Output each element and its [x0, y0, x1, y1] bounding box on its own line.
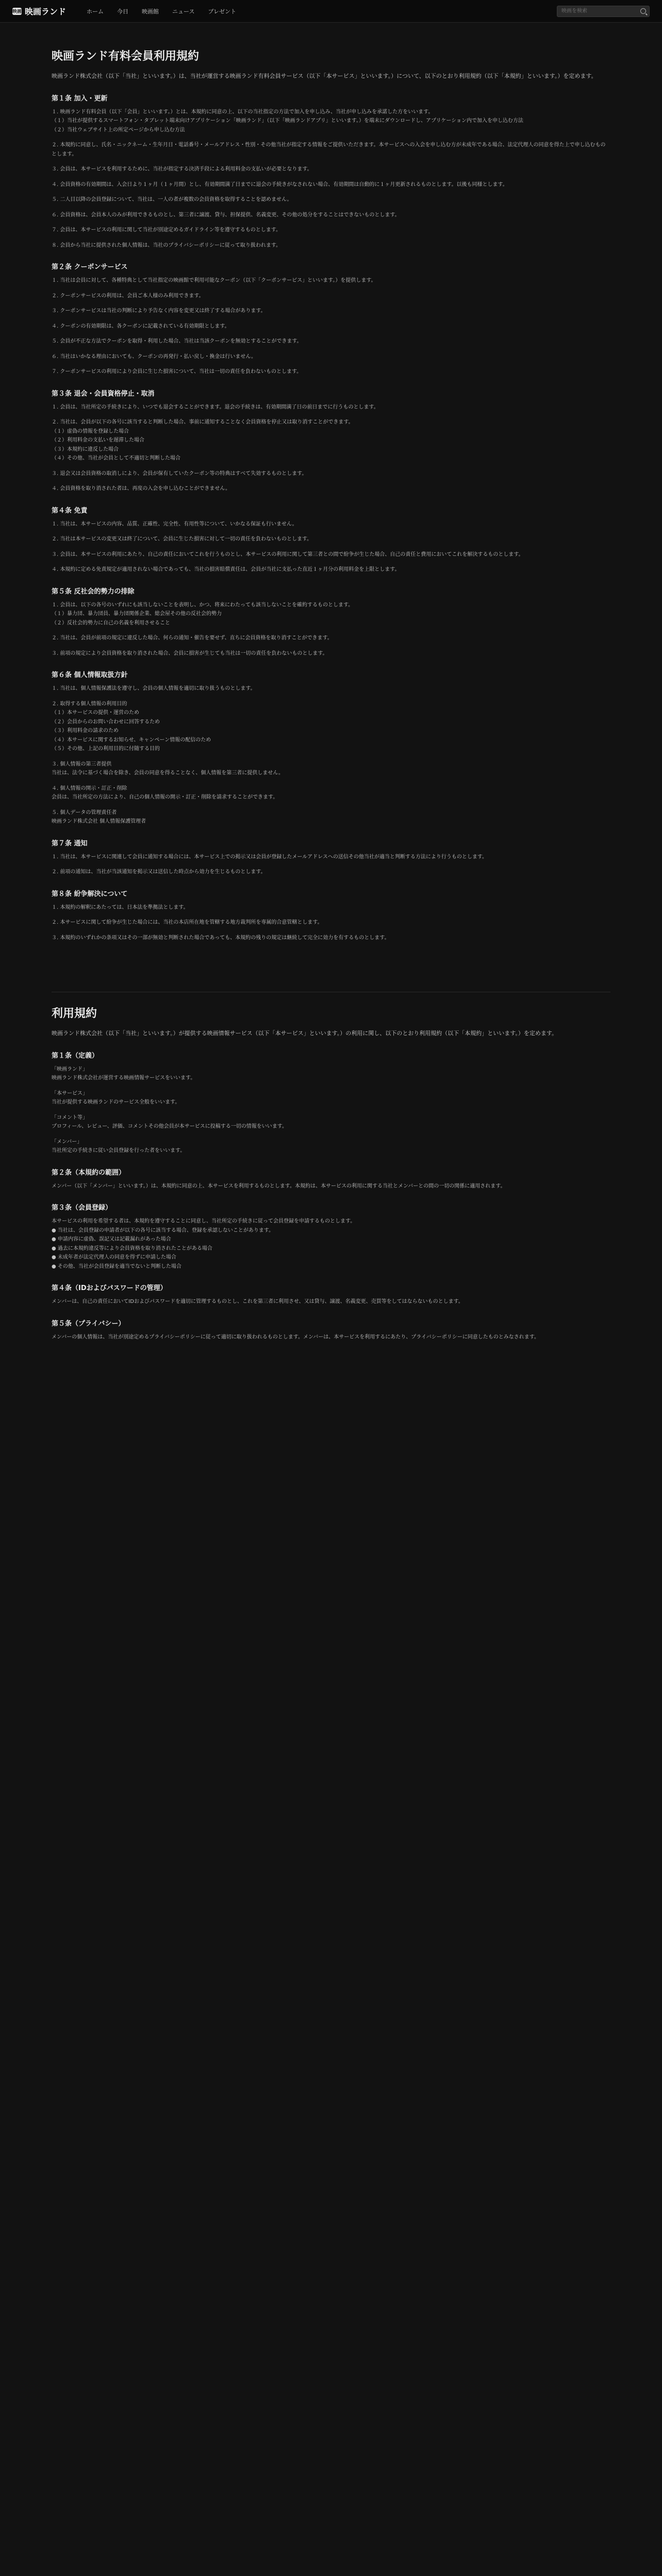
- section-paragraph: ２. 当社は本サービスの変更又は終了について、会員に生じた損害に対して一切の責任を負わないものとします。: [52, 536, 312, 543]
- section-paragraph: 「映画ランド」 映画ランド株式会社が運営する映画情報サービスをいいます。: [52, 1066, 196, 1081]
- section-paragraph: ３. クーポンサービスは当社の判断により予告なく内容を変更又は終了する場合があります。: [52, 308, 266, 314]
- section-paragraph: ６. 会員資格は、会員本人のみが利用できるものとし、第三者に譲渡、貸与、担保提供、名義変更、その他の処分をすることはできないものとします。: [52, 212, 400, 218]
- section-paragraph: 「コメント等」 プロフィール、レビュー、評価、コメントその他会員が本サービスに投稿する一切の情報をいいます。: [52, 1114, 287, 1130]
- section-paragraph: ２. 当社は、会員が前項の規定に違反した場合、何らの通知・催告を要せず、直ちに会員資格を取り消すことができます。: [52, 635, 333, 641]
- section-paragraph: ７. クーポンサービスの利用により会員に生じた損害について、当社は一切の責任を負わないものとします。: [52, 369, 302, 375]
- doc2-intro: 映画ランド株式会社（以下「当社」といいます。）が提供する映画情報サービス（以下「本サービス」といいます。）の利用に関し、以下のとおり利用規約（以下「本規約」といいます。）を定めます。: [52, 1030, 557, 1037]
- section-paragraph: ３. 会員は、本サービスの利用にあたり、自己の責任においてこれを行うものとし、本サービスの利用に関して第三者との間で紛争が生じた場合、自己の責任と費用においてこれを解決するものとします。: [52, 551, 524, 557]
- section-paragraph: １. 本規約の解釈にあたっては、日本法を準拠法とします。: [52, 904, 189, 910]
- section-title: 第３条 退会・会員資格停止・取消: [52, 389, 155, 398]
- section-paragraph: 本サービスの利用を希望する者は、本規約を遵守することに同意し、当社所定の手続きに従って会員登録を申請するものとします。 ● 当社は、会員登録の申請者が以下の各号に該当する場合、登録を承認しないことがあります。 ● 申請内容に虚偽、誤記又は記載漏れがあった場合 ● 過去に本規約違反等により会員資格を取り消されたことがある場合 ● 未成年者が法定代理人の同意を得ずに申請した場合 ● その他、当社が会員登録を適当でないと判断した場合: [52, 1218, 356, 1269]
- doc1-title: 映画ランド有料会員利用規約: [52, 50, 200, 63]
- section-title: 第８条 紛争解決について: [52, 890, 128, 898]
- nav-theaters[interactable]: 映画館: [142, 8, 159, 15]
- section-paragraph: ３. 会員は、本サービスを利用するために、当社が指定する決済手段による利用料金の支払いが必要となります。: [52, 166, 312, 173]
- section-paragraph: ７. 会員は、本サービスの利用に関して当社が別途定めるガイドライン等を遵守するものとします。: [52, 227, 281, 233]
- logo-text: 映画ランド: [25, 7, 67, 16]
- section-paragraph: ４. クーポンの有効期限は、各クーポンに記載されている有効期限とします。: [52, 323, 230, 329]
- section-title: 第３条（会員登録）: [52, 1204, 112, 1212]
- section-paragraph: ２. 本規約に同意し、氏名・ニックネーム・生年月日・電話番号・メールアドレス・性別・その他当社が指定する情報をご提供いただきます。本サービスへの入会を申し込む方が未成年である場合、法定代理人の同意を得た上で申し込むものとします。: [52, 142, 606, 157]
- nav-news[interactable]: ニュース: [172, 8, 195, 15]
- search-icon[interactable]: [640, 8, 646, 14]
- section-paragraph: メンバーの個人情報は、当社が別途定めるプライバシーポリシーに従って適切に取り扱われるものとします。メンバーは、本サービスを利用するにあたり、プライバシーポリシーに同意したものとみなされます。: [52, 1334, 539, 1340]
- section-paragraph: １. 会員は、以下の各号のいずれにも該当しないことを表明し、かつ、将来にわたっても該当しないことを確約するものとします。 （１）暴力団、暴力団員、暴力団関係企業、総会屋その他の反社会的勢力 （２）反社会的勢力に自己の名義を利用させること: [52, 602, 354, 626]
- search-box[interactable]: [557, 6, 650, 17]
- doc1-sections: [52, 93, 610, 943]
- section-paragraph: ２. クーポンサービスの利用は、会員ご本人様のみ利用できます。: [52, 293, 204, 299]
- top-nav-bar: [0, 0, 662, 23]
- section-title: 第１条 加入・更新: [52, 94, 108, 103]
- site-logo[interactable]: [12, 5, 66, 17]
- section-paragraph: ３. 退会又は会員資格の取消しにより、会員が保有していたクーポン等の特典はすべて失効するものとします。: [52, 470, 307, 477]
- section-paragraph: ６. 当社はいかなる理由においても、クーポンの再発行・払い戻し・換金は行いません。: [52, 353, 256, 360]
- section-paragraph: 「メンバー」 当社所定の手続きに従い会員登録を行った者をいいます。: [52, 1139, 186, 1154]
- section-paragraph: ２. 前項の通知は、当社が当該通知を掲示又は送信した時点から効力を生じるものとします。: [52, 869, 266, 875]
- section-paragraph: ４. 会員資格を取り消された者は、再度の入会を申し込むことができません。: [52, 486, 230, 492]
- section-title: 第５条 反社会的勢力の排除: [52, 587, 135, 596]
- doc2-title: 利用規約: [52, 1007, 97, 1021]
- section-paragraph: ３. 本規約のいずれかの条項又はその一部が無効と判断された場合であっても、本規約の残りの規定は継続して完全に効力を有するものとします。: [52, 935, 390, 941]
- section-title: 第５条（プライバシー）: [52, 1319, 125, 1328]
- section-paragraph: メンバーは、自己の責任においてIDおよびパスワードを適切に管理するものとし、これを第三者に利用させ、又は貸与、譲渡、名義変更、売買等をしてはならないものとします。: [52, 1299, 464, 1305]
- section-title: 第４条 免責: [52, 506, 88, 515]
- section-paragraph: １. 当社は、個人情報保護法を遵守し、会員の個人情報を適切に取り扱うものとします。: [52, 686, 256, 692]
- logo-badge: 映画: [12, 8, 22, 15]
- section-paragraph: 「本サービス」 当社が提供する映画ランドのサービス全般をいいます。: [52, 1090, 180, 1106]
- nav-today[interactable]: 今日: [117, 8, 129, 15]
- section-gap: [52, 948, 610, 979]
- section-paragraph: ４. 本規約に定める免責規定が適用されない場合であっても、当社の損害賠償責任は、会員が当社に支払った直近１ヶ月分の利用料金を上限とします。: [52, 567, 400, 573]
- section-paragraph: ４. 個人情報の開示・訂正・削除 会員は、当社所定の方法により、自己の個人情報の開示・訂正・削除を請求することができます。: [52, 785, 278, 801]
- section-paragraph: ３. 個人情報の第三者提供 当社は、法令に基づく場合を除き、会員の同意を得ることなく、個人情報を第三者に提供しません。: [52, 761, 284, 776]
- section-paragraph: ８. 会員から当社に提供された個人情報は、当社のプライバシーポリシーに従って取り扱われます。: [52, 242, 282, 248]
- doc1-intro: 映画ランド株式会社（以下「当社」といいます。）は、当社が運営する映画ランド有料会員サービス（以下「本サービス」といいます。）について、以下のとおり利用規約（以下「本規約」といいます。）を定めます。: [52, 73, 597, 79]
- section-title: 第２条 クーポンサービス: [52, 263, 128, 272]
- section-paragraph: ５. 二人目以降の会員登録について、当社は、一人の者が複数の会員資格を取得することを認めません。: [52, 197, 292, 203]
- section-title: 第７条 通知: [52, 839, 88, 848]
- section-paragraph: ５. 個人データの管理責任者 映画ランド株式会社 個人情報保護管理者: [52, 809, 146, 825]
- section-paragraph: １. 当社は会員に対して、各種特典として当社指定の映画館で利用可能なクーポン（以下「クーポンサービス」といいます。）を提供します。: [52, 278, 376, 284]
- section-paragraph: メンバー（以下「メンバー」といいます。）は、本規約に同意の上、本サービスを利用するものとします。本規約は、本サービスの利用に関する当社とメンバーとの間の一切の関係に適用されます。: [52, 1183, 506, 1189]
- section-paragraph: ２. 取得する個人情報の利用目的 （１）本サービスの提供・運営のため （２）会員からのお問い合わせに回答するため （３）利用料金の請求のため （４）本サービスに関するお知らせ、キャンペーン情報の配信のため （５）その他、上記の利用目的に付随する目的: [52, 701, 211, 752]
- section-paragraph: ４. 会員資格の有効期間は、入会日より１ヶ月（１ヶ月間）とし、有効期間満了日までに退会の手続きがなされない場合、有効期間は自動的に１ヶ月更新されるものとします。以後も同様とします。: [52, 181, 508, 188]
- main-nav: [87, 7, 250, 15]
- section-title: 第２条（本規約の範囲）: [52, 1168, 126, 1177]
- nav-gifts[interactable]: プレゼント: [208, 8, 237, 15]
- search-input[interactable]: [560, 8, 635, 14]
- section-paragraph: １. 会員は、当社所定の手続きにより、いつでも退会することができます。退会の手続きは、有効期間満了日の前日までに行うものとします。: [52, 404, 379, 410]
- section-title: 第６条 個人情報取扱方針: [52, 671, 128, 680]
- section-paragraph: １. 当社は、本サービスに関連して会員に通知する場合には、本サービス上での掲示又は会員が登録したメールアドレスへの送信その他当社が適当と判断する方法により行うものとします。: [52, 854, 488, 860]
- doc2-sections: [52, 1050, 610, 1342]
- section-paragraph: ２. 本サービスに関して紛争が生じた場合には、当社の本店所在地を管轄する地方裁判所を専属的合意管轄とします。: [52, 920, 323, 926]
- section-title: 第１条（定義）: [52, 1052, 99, 1060]
- section-title: 第４条（IDおよびパスワードの管理）: [52, 1284, 167, 1293]
- section-paragraph: ２. 当社は、会員が以下の各号に該当すると判断した場合、事前に通知することなく会員資格を停止又は取り消すことができます。 （１）虚偽の情報を登録した場合 （２）利用料金の支払いを遅滞した場合 （３）本規約に違反した場合 （４）その他、当社が会員として不適切と判断した場合: [52, 419, 354, 462]
- section-paragraph: １. 当社は、本サービスの内容、品質、正確性、完全性、有用性等について、いかなる保証も行いません。: [52, 521, 297, 527]
- section-paragraph: ５. 会員が不正な方法でクーポンを取得・利用した場合、当社は当該クーポンを無効とすることができます。: [52, 338, 302, 345]
- terms-content: [0, 23, 662, 1342]
- nav-home[interactable]: ホーム: [87, 8, 104, 15]
- section-paragraph: ３. 前項の規定により会員資格を取り消された場合、会員に損害が生じても当社は一切の責任を負わないものとします。: [52, 650, 328, 656]
- section-paragraph: １. 映画ランド有料会員（以下「会員」といいます。）とは、本規約に同意の上、以下の当社指定の方法で加入を申し込み、当社が申し込みを承諾した方をいいます。 （１）当社が提供するスマートフォン・タブレット端末向けアプリケーション「映画ランド」（以下「映画ランドアプリ」といいます。）を端末にダウンロードし、アプリケーション内で加入を申し込む方法 （２）当社ウェブサイト上の所定ページから申し込む方法: [52, 109, 523, 133]
